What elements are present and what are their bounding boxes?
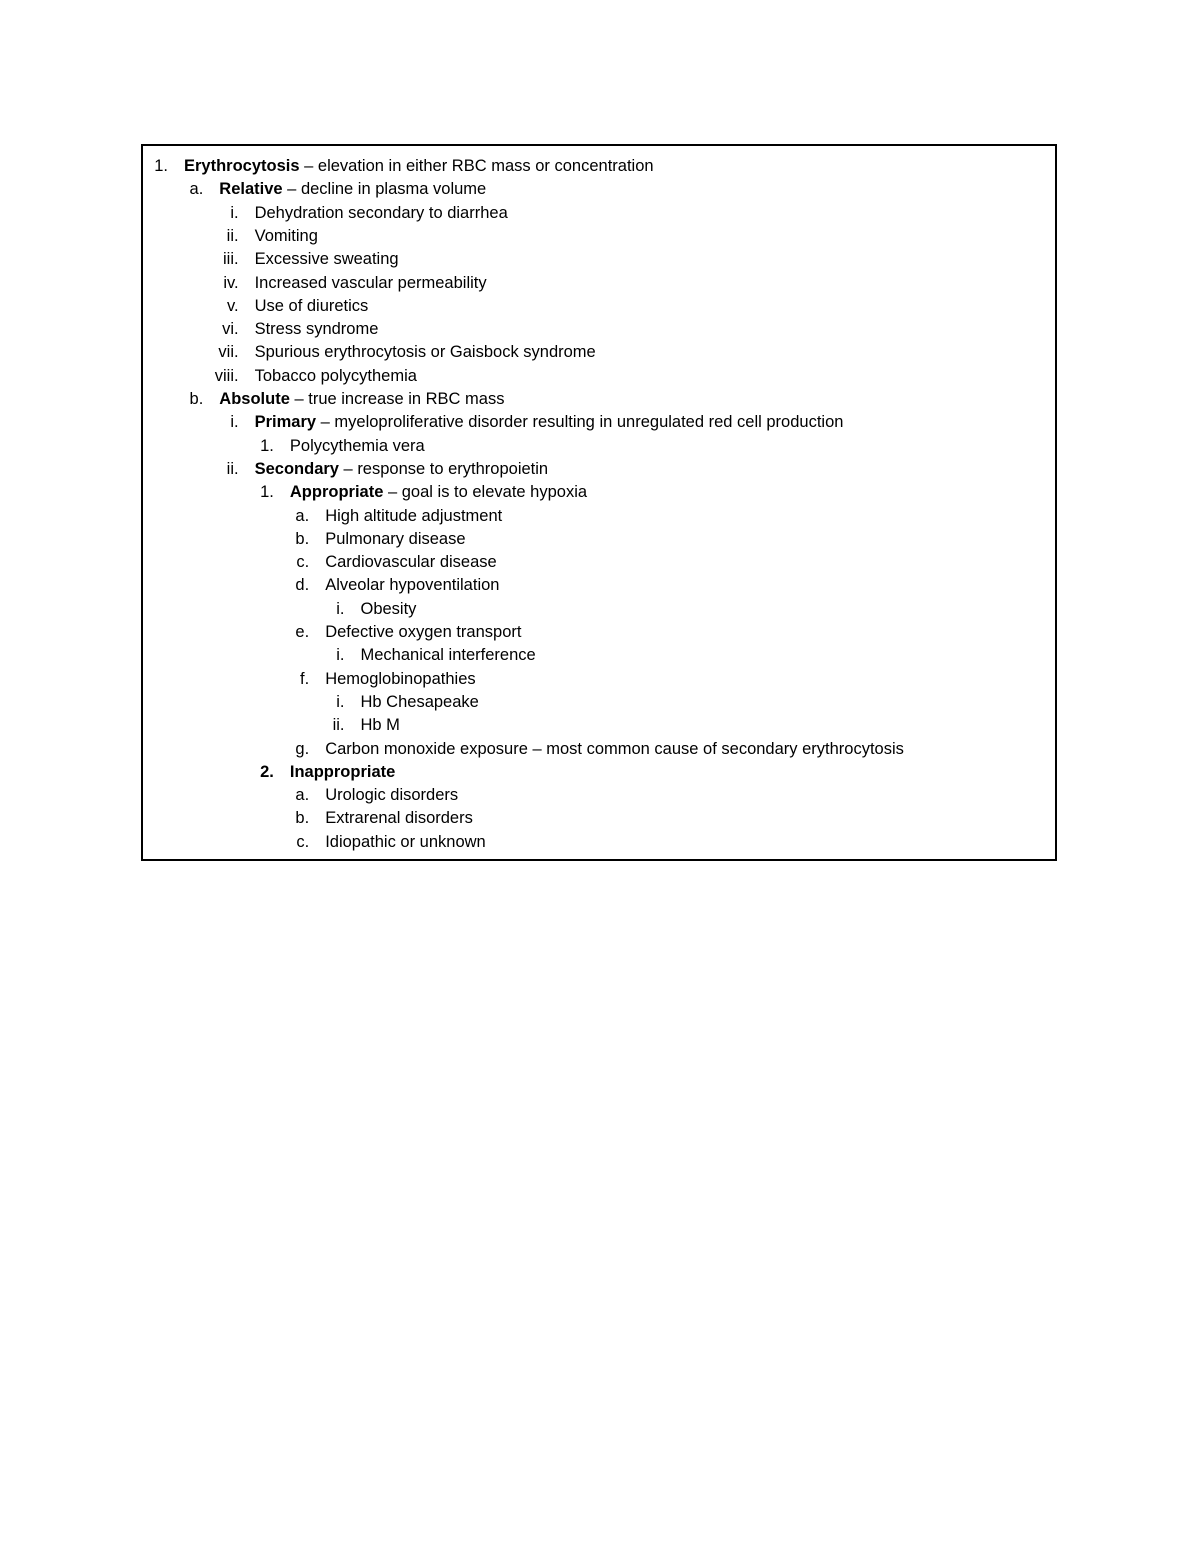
outline-item xyxy=(143,248,1055,271)
outline-marker: i. xyxy=(336,599,345,618)
outline-text xyxy=(255,318,379,341)
outline-item xyxy=(143,807,1055,830)
outline-text xyxy=(184,155,654,178)
outline-description: – true increase in RBC mass xyxy=(289,390,505,408)
outline-item xyxy=(143,644,1055,667)
outline-item xyxy=(143,481,1055,504)
outline-description: – response to erythropoietin xyxy=(338,459,549,478)
outline-item xyxy=(143,411,1055,434)
outline-item xyxy=(143,178,1055,201)
outline-item xyxy=(143,714,1055,737)
outline-item xyxy=(143,738,1055,761)
outline-description: Hb M xyxy=(360,716,400,735)
outline-description: Polycythemia vera xyxy=(289,436,425,455)
outline-item xyxy=(143,551,1055,574)
outline-text xyxy=(325,807,473,830)
outline-description: – myeloproliferative disorder resulting in unregulated red cell production xyxy=(316,413,844,432)
outline-item xyxy=(143,691,1055,714)
outline-description: – decline in plasma volume xyxy=(282,180,487,199)
outline-text xyxy=(325,551,497,574)
outline-marker: vi. xyxy=(222,320,239,339)
outline-item xyxy=(143,202,1055,225)
outline-description: – elevation in either RBC mass or concentration xyxy=(299,157,654,175)
outline-marker: vii. xyxy=(218,343,239,362)
outline-item xyxy=(143,458,1055,481)
outline-marker: 2. xyxy=(260,762,274,781)
outline-text xyxy=(325,784,458,807)
outline-item xyxy=(143,574,1055,597)
outline-description: Cardiovascular disease xyxy=(325,553,497,572)
outline-description: Excessive sweating xyxy=(254,250,399,269)
outline-marker: e. xyxy=(295,623,310,641)
outline-description: Increased vascular permeability xyxy=(254,273,487,292)
outline-description: Pulmonary disease xyxy=(325,529,466,548)
outline-description: – goal is to elevate hypoxia xyxy=(383,483,588,502)
outline-text xyxy=(255,411,844,434)
outline-term: Relative xyxy=(219,180,283,199)
outline-text xyxy=(255,248,399,271)
outline-description: Spurious erythrocytosis or Gaisbock syndrome xyxy=(254,343,596,362)
outline-description: Vomiting xyxy=(254,226,318,245)
outline-description: Alveolar hypoventilation xyxy=(325,576,500,595)
outline-marker: b. xyxy=(295,529,310,548)
outline-marker: c. xyxy=(296,832,310,851)
outline-item xyxy=(143,528,1055,551)
outline-item xyxy=(143,668,1055,691)
outline-item xyxy=(143,598,1055,621)
outline-marker: i. xyxy=(336,646,345,665)
outline-item xyxy=(143,621,1055,644)
outline-text xyxy=(325,738,904,761)
outline-marker: i. xyxy=(336,692,345,711)
outline-text xyxy=(325,831,486,854)
outline-item xyxy=(143,831,1055,854)
outline-box xyxy=(141,144,1057,861)
outline-item xyxy=(143,155,1055,178)
outline-marker: ii. xyxy=(332,716,345,735)
outline-marker: g. xyxy=(295,739,310,758)
outline-term: Appropriate xyxy=(289,483,384,502)
outline-text xyxy=(255,202,508,225)
outline-text xyxy=(290,435,425,458)
outline-marker: 1. xyxy=(260,483,274,502)
outline-text xyxy=(219,388,504,411)
outline-description: Urologic disorders xyxy=(325,786,459,805)
outline-marker: b. xyxy=(189,390,204,408)
outline-description: Mechanical interference xyxy=(360,646,536,665)
outline-item xyxy=(143,761,1055,784)
outline-text xyxy=(361,644,536,667)
outline-term: Secondary xyxy=(254,459,339,478)
outline-marker: 1. xyxy=(260,436,274,455)
outline-text xyxy=(325,574,499,597)
outline-marker: c. xyxy=(296,553,310,572)
outline-description: Hb Chesapeake xyxy=(360,692,479,711)
outline-description: Dehydration secondary to diarrhea xyxy=(254,203,508,222)
outline-text xyxy=(290,481,587,504)
outline-description: Extrarenal disorders xyxy=(325,809,473,828)
outline-description: High altitude adjustment xyxy=(325,506,503,525)
outline-marker: a. xyxy=(189,180,204,199)
outline-text xyxy=(255,458,549,481)
outline-description: Defective oxygen transport xyxy=(325,623,522,641)
outline-item xyxy=(143,388,1055,411)
outline-text xyxy=(255,295,369,318)
outline-description: Obesity xyxy=(360,599,417,618)
outline-marker: iii. xyxy=(223,250,239,269)
outline-marker: i. xyxy=(230,203,239,222)
outline-description: Stress syndrome xyxy=(254,320,379,339)
outline-text xyxy=(255,225,318,248)
outline-text xyxy=(361,598,417,621)
outline-item xyxy=(143,365,1055,388)
outline-item xyxy=(143,341,1055,364)
outline-marker: viii. xyxy=(214,366,239,385)
outline-term: Inappropriate xyxy=(289,762,396,781)
outline-text xyxy=(255,272,487,295)
outline-item xyxy=(143,435,1055,458)
outline-description: Tobacco polycythemia xyxy=(254,366,417,385)
outline-marker: a. xyxy=(295,786,310,805)
outline-text xyxy=(325,528,465,551)
outline-marker: d. xyxy=(295,576,310,595)
outline-marker: a. xyxy=(295,506,310,525)
outline-marker: ii. xyxy=(226,226,239,245)
outline-text xyxy=(290,761,395,784)
outline-item xyxy=(143,225,1055,248)
outline-text xyxy=(255,341,596,364)
outline-text xyxy=(361,714,400,737)
outline-description: Hemoglobinopathies xyxy=(325,669,476,688)
outline-description: Carbon monoxide exposure – most common cause of secondary erythrocytosis xyxy=(325,739,904,758)
outline-term: Absolute xyxy=(219,390,290,408)
outline-marker: 1. xyxy=(154,157,168,175)
outline-marker: i. xyxy=(230,413,239,432)
outline-marker: f. xyxy=(300,669,310,688)
outline-text xyxy=(325,505,502,528)
outline-item xyxy=(143,272,1055,295)
outline-item xyxy=(143,505,1055,528)
outline-marker: ii. xyxy=(226,459,239,478)
outline-marker: v. xyxy=(226,296,239,315)
outline-term: Primary xyxy=(254,413,317,432)
outline-marker: iv. xyxy=(223,273,239,292)
outline-item xyxy=(143,784,1055,807)
outline-description: Use of diuretics xyxy=(254,296,369,315)
outline-text xyxy=(361,691,479,714)
outline-text xyxy=(325,668,475,691)
outline-text xyxy=(219,178,486,201)
outline-term: Erythrocytosis xyxy=(184,157,300,175)
outline-item xyxy=(143,318,1055,341)
outline-description: Idiopathic or unknown xyxy=(325,832,486,851)
outline-text xyxy=(255,365,417,388)
outline-item xyxy=(143,295,1055,318)
outline-marker: b. xyxy=(295,809,310,828)
outline-text xyxy=(325,621,521,644)
